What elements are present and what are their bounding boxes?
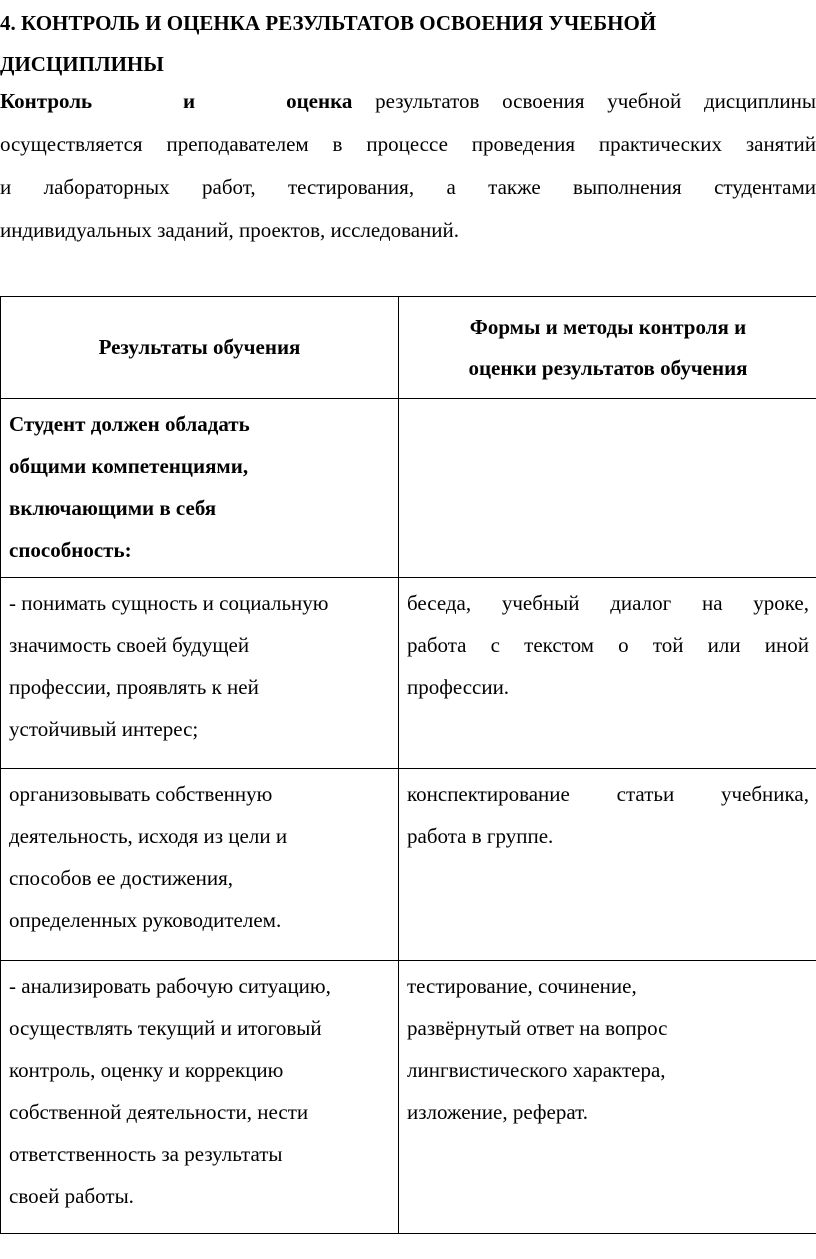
- results-table: [0, 296, 816, 1234]
- intro-line-1-rest: результатов освоения учебной дисциплины: [375, 89, 816, 113]
- section-heading: [0, 3, 816, 85]
- section-heading-line-2: ДИСЦИПЛИНЫ: [0, 52, 164, 76]
- header-results-label: Результаты обучения: [98, 335, 301, 359]
- result-text: - понимать сущность и социальную значимость своей будущей профессии, проявлять к ней устойчивый интерес;: [9, 591, 329, 741]
- intro-lead-bold: Контроль и оценка: [0, 89, 353, 113]
- table-row: [1, 961, 816, 1234]
- intro-line-2: осуществляется преподавателем в процессе проведения практических занятий: [0, 132, 816, 156]
- methods-text: тестирование, сочинение, развёрнутый ответ на вопрос лингвистического характера, изложение, реферат.: [407, 974, 668, 1124]
- result-cell: [1, 399, 399, 578]
- intro-line-3: и лабораторных работ, тестирования, а также выполнения студентами: [0, 175, 816, 199]
- table-row: [1, 769, 816, 961]
- methods-line: работа в группе.: [407, 824, 554, 848]
- methods-cell: [399, 399, 816, 578]
- header-results: [1, 297, 399, 399]
- result-text: - анализировать рабочую ситуацию, осуществлять текущий и итоговый контроль, оценку и коррекцию собственной деятельности, нести ответственность за результаты своей работы.: [9, 974, 331, 1208]
- result-text: организовывать собственную деятельность, исходя из цели и способов ее достижения, определенных руководителем.: [9, 782, 288, 932]
- result-text: Студент должен обладать общими компетенциями, включающими в себя способность:: [9, 412, 250, 562]
- result-cell: [1, 578, 399, 769]
- result-cell: [1, 769, 399, 961]
- intro-line-1: [0, 80, 816, 123]
- methods-cell: [399, 578, 816, 769]
- table-row: [1, 578, 816, 769]
- result-cell: [1, 961, 399, 1234]
- methods-text: [399, 399, 816, 403]
- header-methods: [399, 297, 816, 399]
- methods-line: конспектирование статьи учебника,: [407, 782, 809, 806]
- intro-line-4: индивидуальных заданий, проектов, исследований.: [0, 218, 460, 242]
- table-row: [1, 399, 816, 578]
- header-methods-line-1: Формы и методы контроля и: [469, 314, 747, 339]
- methods-line: беседа, учебный диалог на уроке,: [407, 591, 809, 615]
- methods-line: работа с текстом о той или иной: [407, 633, 809, 657]
- methods-text: [399, 769, 816, 857]
- methods-cell: [399, 769, 816, 961]
- methods-line: профессии.: [407, 675, 510, 699]
- methods-cell: [399, 961, 816, 1234]
- intro-paragraph: [0, 80, 816, 252]
- methods-text: [399, 578, 816, 708]
- table-header-row: [1, 297, 816, 399]
- section-heading-line-1: 4. КОНТРОЛЬ И ОЦЕНКА РЕЗУЛЬТАТОВ ОСВОЕНИЯ УЧЕБНОЙ: [0, 11, 657, 35]
- header-methods-line-2: оценки результатов обучения: [468, 355, 748, 380]
